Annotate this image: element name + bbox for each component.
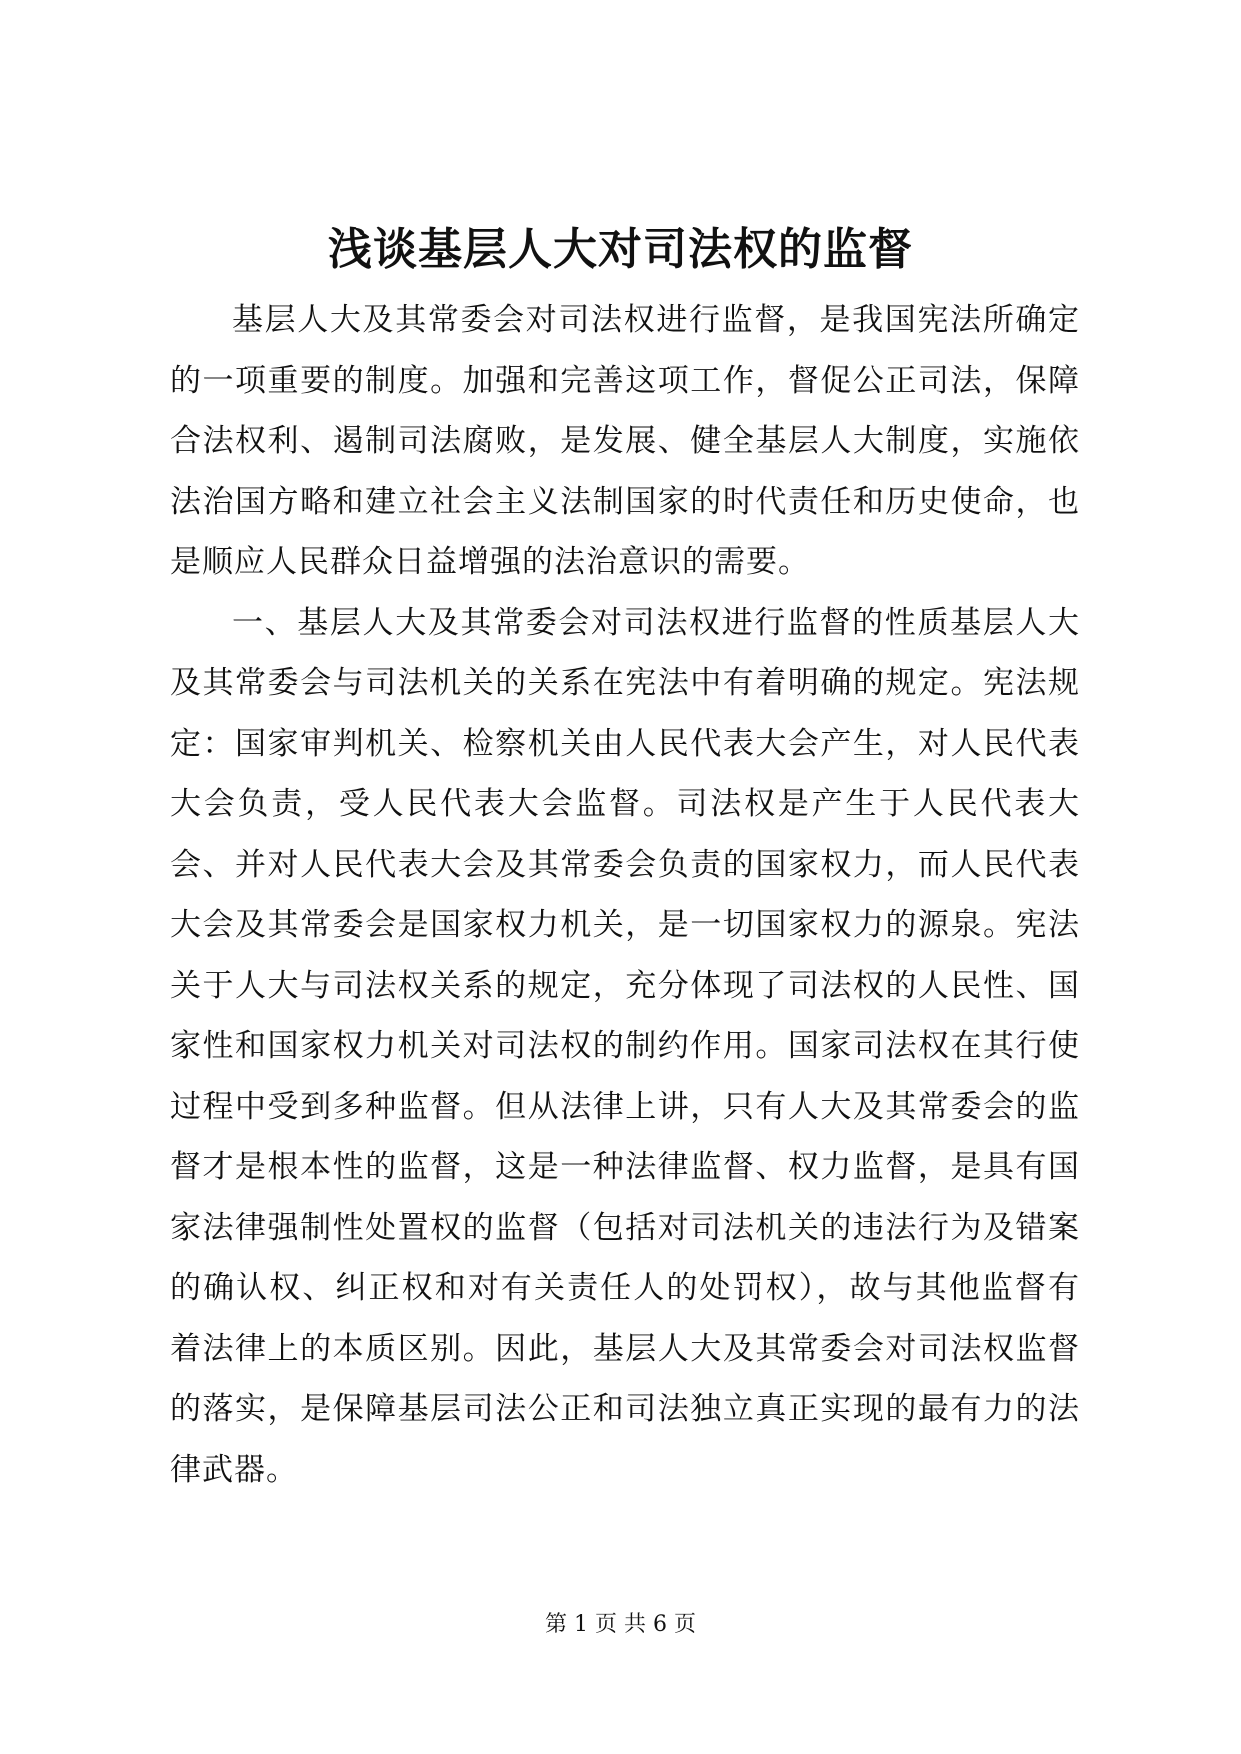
paragraph-section-one: 一、基层人大及其常委会对司法权进行监督的性质基层人大及其常委会与司法机关的关系在宪法中有着明确的规定。宪法规定：国家审判机关、检察机关由人民代表大会产生，对人民代表大会负责，受人民代表大会监督。司法权是产生于人民代表大会、并对人民代表大会及其常委会负责的国家权力，而人民代表大会及其常委会是国家权力机关，是一切国家权力的源泉。宪法关于人大与司法权关系的规定，充分体现了司法权的人民性、国家性和国家权力机关对司法权的制约作用。国家司法权在其行使过程中受到多种监督。但从法律上讲，只有人大及其常委会的监督才是根本性的监督，这是一种法律监督、权力监督，是具有国家法律强制性处置权的监督（包括对司法机关的违法行为及错案的确认权、纠正权和对有关责任人的处罚权），故与其他监督有着法律上的本质区别。因此，基层人大及其常委会对司法权监督的落实，是保障基层司法公正和司法独立真正实现的最有力的法律武器。 (170, 604, 1080, 1488)
page-number-footer: 第 1 页 共 6 页 (545, 1612, 696, 1637)
document-title: 浅谈基层人大对司法权的监督 (328, 224, 913, 275)
paragraph-intro: 基层人大及其常委会对司法权进行监督，是我国宪法所确定的一项重要的制度。加强和完善这项工作，督促公正司法，保障合法权利、遏制司法腐败，是发展、健全基层人大制度，实施依法治国方略和建立社会主义法制国家的时代责任和历史使命，也是顺应人民群众日益增强的法治意识的需要。 (170, 302, 1080, 580)
document-body (170, 290, 1080, 1500)
